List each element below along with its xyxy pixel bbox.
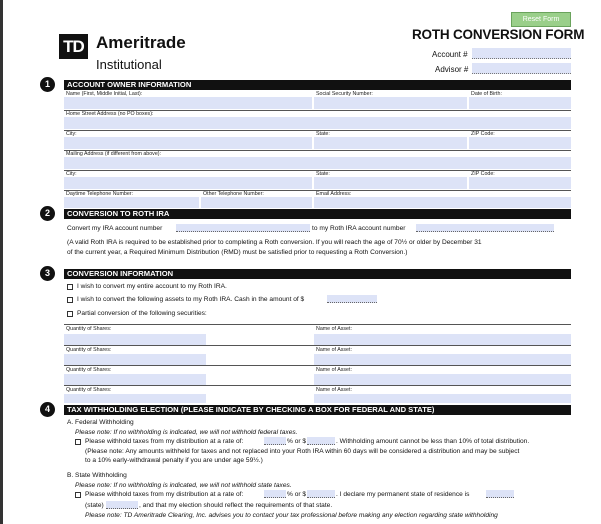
state-input[interactable] [314, 137, 467, 149]
federal-or-label: % or $ [287, 438, 307, 445]
section-1-number: 1 [40, 77, 55, 92]
state-rate-input[interactable] [264, 490, 286, 498]
advisor-number-label: Advisor # [435, 65, 469, 74]
row-divider [64, 385, 571, 386]
mailing-zip-label: ZIP Code: [471, 171, 495, 177]
asset-name-input[interactable] [314, 334, 571, 345]
email-label: Email Address: [316, 191, 352, 197]
asset-name-label: Name of Asset: [316, 387, 352, 393]
mailing-city-input[interactable] [64, 177, 312, 189]
roth-account-input[interactable] [416, 224, 554, 232]
roth-note-line-2: of the current year, a Required Minimum Distribution (RMD) must be satisfied prior to requesting a Roth Conversion.) [67, 249, 408, 256]
email-input[interactable] [314, 197, 571, 208]
ssn-label: Social Security Number: [316, 91, 373, 97]
quantity-label: Quantity of Shares: [66, 347, 112, 353]
home-address-input[interactable] [64, 117, 571, 129]
asset-name-input[interactable] [314, 354, 571, 365]
mailing-address-input[interactable] [64, 157, 571, 169]
zip-input[interactable] [469, 137, 571, 149]
mailing-state-label: State: [316, 171, 330, 177]
section-2-number: 2 [40, 206, 55, 221]
advisor-number-input[interactable] [472, 63, 571, 74]
ira-account-input[interactable] [176, 224, 310, 232]
asset-name-input[interactable] [314, 374, 571, 385]
quantity-input[interactable] [64, 374, 206, 385]
convert-entire-checkbox[interactable] [67, 284, 73, 290]
td-logo-mark: TD [59, 34, 88, 59]
owner-name-input[interactable] [64, 97, 312, 109]
quantity-label: Quantity of Shares: [66, 387, 112, 393]
mailing-state-input[interactable] [314, 177, 467, 189]
state-label: State: [316, 131, 330, 137]
roth-note-line-1: (A valid Roth IRA is required to be established prior to completing a Roth conversion. If you will reach the age of 70½ or older by December 31 [67, 239, 482, 246]
quantity-input[interactable] [64, 394, 206, 403]
partial-conversion-label: Partial conversion of the following securities: [77, 310, 207, 317]
convert-cash-label: I wish to convert the following assets to my Roth IRA. Cash in the amount of $ [77, 296, 305, 303]
daytime-phone-label: Daytime Telephone Number: [66, 191, 134, 197]
logo-name: Ameritrade [96, 33, 186, 52]
mailing-address-label: Mailing Address (if different from above): [66, 151, 161, 157]
state-name-input[interactable] [106, 501, 138, 509]
account-number-label: Account # [432, 50, 468, 59]
state-label: (state) [85, 502, 104, 509]
quantity-input[interactable] [64, 354, 206, 365]
state-withholding-note: Please note: If no withholding is indicated, we will not withhold state taxes. [75, 482, 292, 489]
mailing-city-label: City: [66, 171, 77, 177]
other-phone-input[interactable] [201, 197, 312, 208]
partial-conversion-checkbox[interactable] [67, 311, 73, 317]
city-label: City: [66, 131, 77, 137]
asset-name-input[interactable] [314, 394, 571, 403]
federal-withhold-checkbox[interactable] [75, 439, 81, 445]
state-tax-advice-note: Please note: TD Ameritrade Clearing, Inc. advises you to contact your tax professional before making any election regarding state withholding [85, 512, 498, 519]
state-withhold-checkbox[interactable] [75, 492, 81, 498]
mailing-zip-input[interactable] [469, 177, 571, 189]
state-amount-input[interactable] [307, 490, 335, 498]
to-roth-label: to my Roth IRA account number [312, 225, 406, 232]
asset-name-label: Name of Asset: [316, 367, 352, 373]
logo-subtitle: Institutional [96, 57, 162, 72]
cash-amount-input[interactable] [327, 295, 377, 303]
quantity-label: Quantity of Shares: [66, 367, 112, 373]
state-rate-label: Please withhold taxes from my distribution at a rate of: [85, 491, 244, 498]
row-divider [64, 324, 571, 325]
other-phone-label: Other Telephone Number: [203, 191, 264, 197]
form-title: ROTH CONVERSION FORM [412, 27, 585, 42]
federal-amount-input[interactable] [307, 437, 335, 445]
state-residence-text: . I declare my permanent state of residence is [336, 491, 470, 498]
state-requirements-text: , and that my election should reflect the requirements of that state. [139, 502, 333, 509]
section-4-number: 4 [40, 402, 55, 417]
federal-withholding-heading: A. Federal Withholding [67, 419, 134, 426]
convert-entire-label: I wish to convert my entire account to my Roth IRA. [77, 283, 227, 290]
reset-form-button[interactable]: Reset Form [511, 12, 571, 27]
row-divider [64, 345, 571, 346]
city-input[interactable] [64, 137, 312, 149]
federal-rate-input[interactable] [264, 437, 286, 445]
ssn-input[interactable] [314, 97, 467, 109]
section-3-header: CONVERSION INFORMATION [64, 269, 571, 279]
daytime-phone-input[interactable] [64, 197, 199, 208]
section-4-header: TAX WITHHOLDING ELECTION (PLEASE INDICATE BY CHECKING A BOX FOR FEDERAL AND STATE) [64, 405, 571, 415]
dob-input[interactable] [469, 97, 571, 109]
state-or-label: % or $ [287, 491, 307, 498]
federal-penalty-note-1: (Please note: Any amounts withheld for taxes and not replaced into your Roth IRA within 60 days will be considered a distribution and may be subject [85, 448, 520, 455]
federal-withholding-note: Please note: If no withholding is indicated, we will not withhold federal taxes. [75, 429, 298, 436]
account-number-input[interactable] [472, 48, 571, 59]
convert-ira-label: Convert my IRA account number [67, 225, 163, 232]
convert-cash-checkbox[interactable] [67, 297, 73, 303]
asset-name-label: Name of Asset: [316, 326, 352, 332]
federal-minimum-text: . Withholding amount cannot be less than 10% of total distribution. [336, 438, 530, 445]
federal-penalty-note-2: to a 10% early-withdrawal penalty if you are under age 59½.) [85, 457, 263, 464]
asset-name-label: Name of Asset: [316, 347, 352, 353]
federal-rate-label: Please withhold taxes from my distribution at a rate of: [85, 438, 244, 445]
state-withholding-heading: B. State Withholding [67, 472, 127, 479]
quantity-input[interactable] [64, 334, 206, 345]
section-2-header: CONVERSION TO ROTH IRA [64, 209, 571, 219]
state-residence-input[interactable] [486, 490, 514, 498]
section-3-number: 3 [40, 266, 55, 281]
owner-name-label: Name (First, Middle Initial, Last): [66, 91, 143, 97]
row-divider [64, 365, 571, 366]
dob-label: Date of Birth: [471, 91, 502, 97]
quantity-label: Quantity of Shares: [66, 326, 112, 332]
home-address-label: Home Street Address (no PO boxes): [66, 111, 154, 117]
section-1-header: ACCOUNT OWNER INFORMATION [64, 80, 571, 90]
zip-label: ZIP Code: [471, 131, 495, 137]
